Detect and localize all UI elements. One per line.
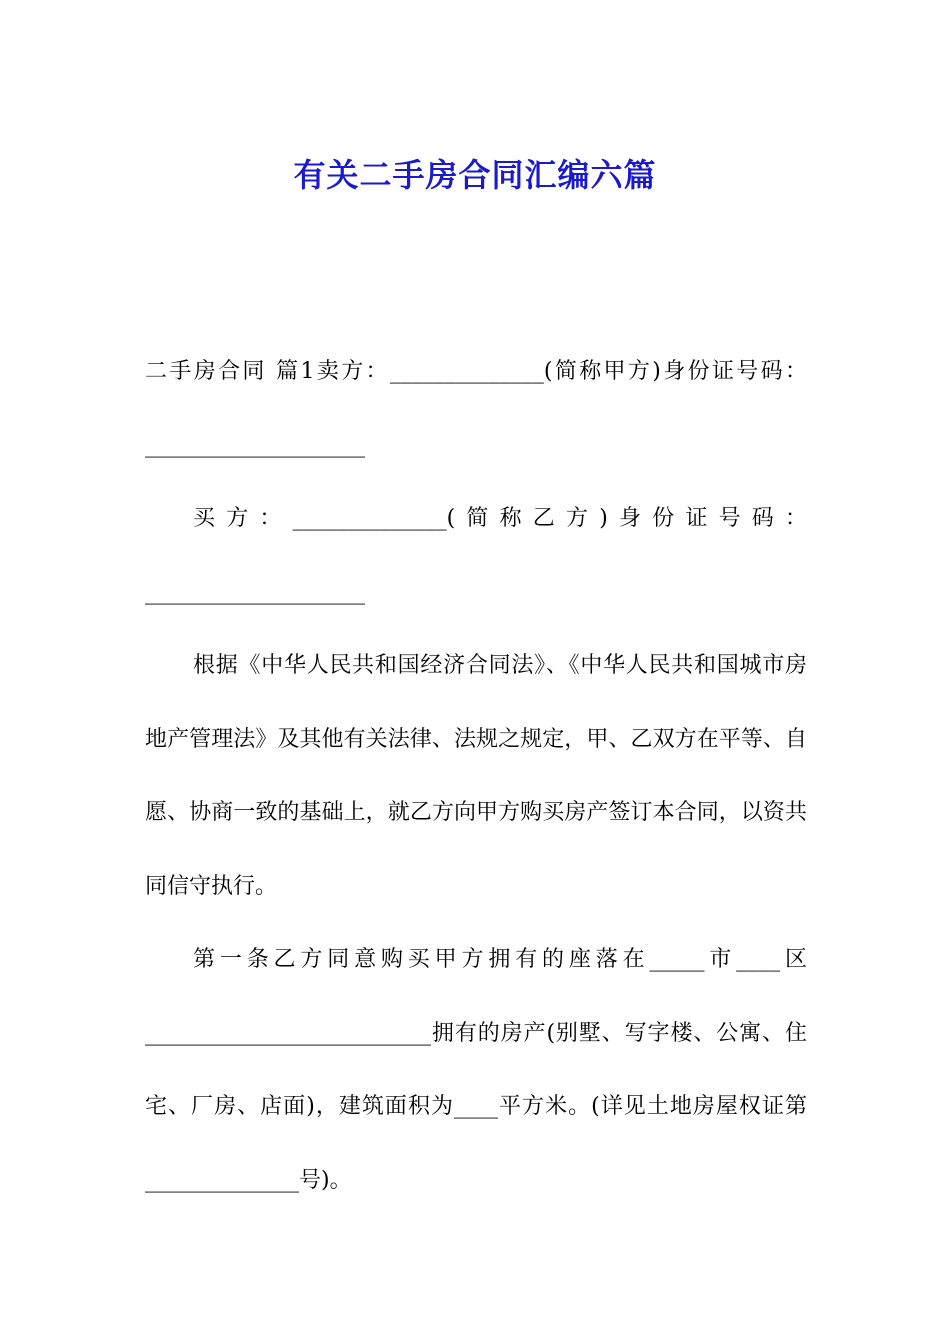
paragraph-legal-basis: 根据《中华人民共和国经济合同法》、《中华人民共和国城市房地产管理法》及其他有关法律、法规之规定，甲、乙双方在平等、自愿、协商一致的基础上，就乙方向甲方购买房产签订本合同，以资共同信守执行。 xyxy=(145,653,807,899)
contract-body xyxy=(145,335,807,1217)
page-title: 有关二手房合同汇编六篇 xyxy=(293,156,657,195)
paragraph-parties-seller: 二手房合同 篇1卖方：______________(简称甲方)身份证号码：____________________ xyxy=(145,359,807,458)
paragraph-article-one: 第一条乙方同意购买甲方拥有的座落在_____市____区__________________________拥有的房产(别墅、写字楼、公寓、住宅、厂房、店面)，建筑面积为____平方米。(详见土地房屋权证第______________号)。 xyxy=(145,947,807,1193)
paragraph-parties-buyer: 买方：______________(简称乙方)身份证号码：____________________ xyxy=(145,506,807,605)
